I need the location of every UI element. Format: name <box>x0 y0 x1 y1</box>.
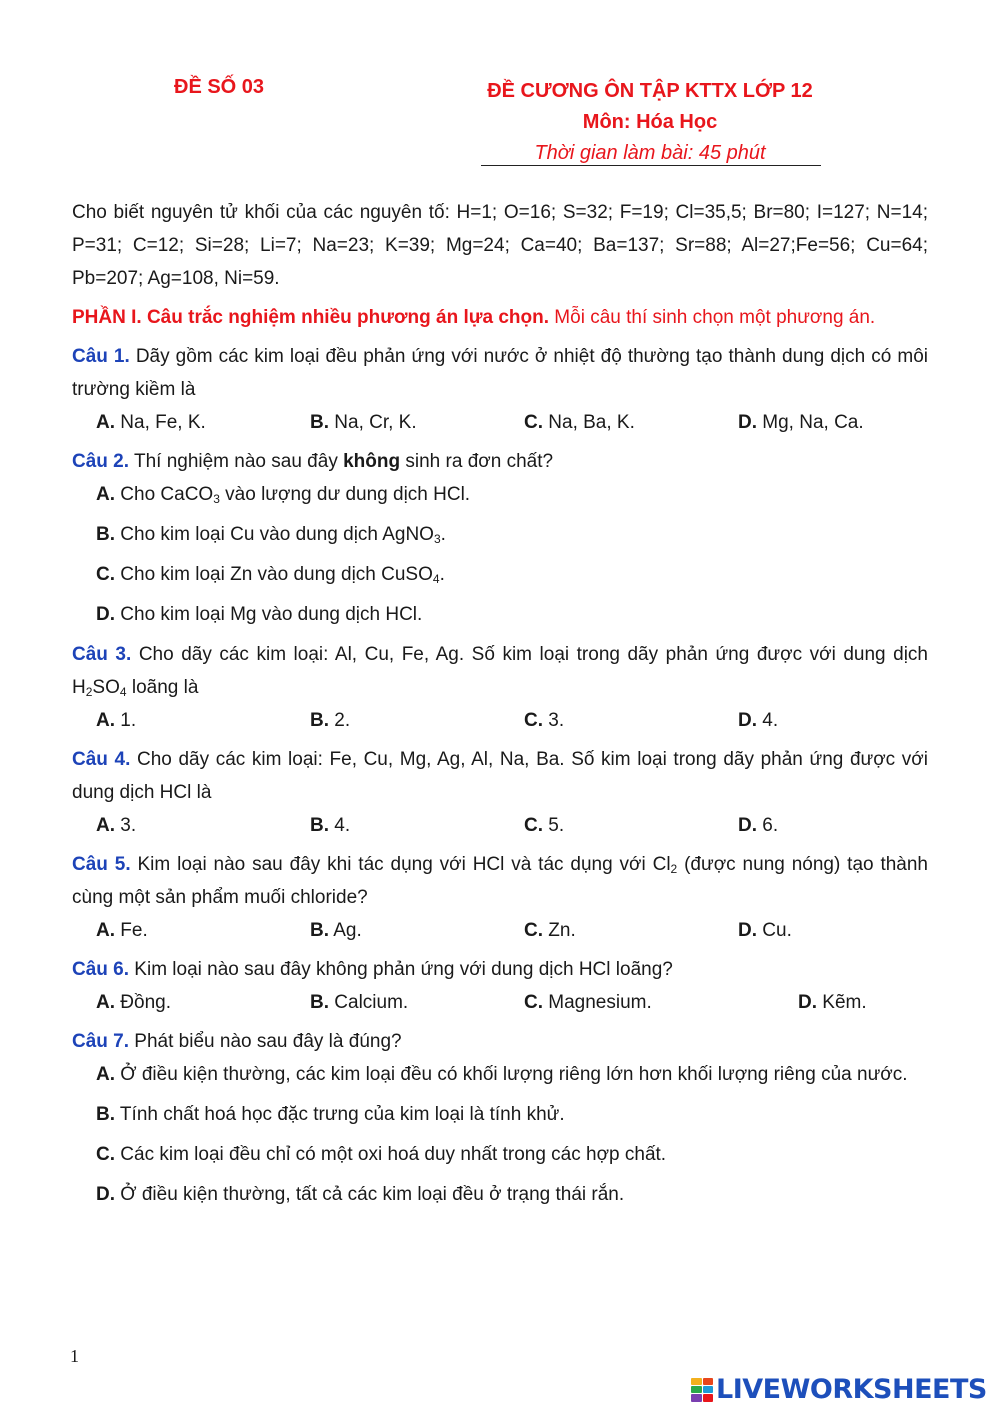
option-c[interactable]: C. Các kim loại đều chỉ có một oxi hoá duy nhất trong các hợp chất. <box>96 1144 667 1165</box>
question-6-stem: Câu 6. Kim loại nào sau đây không phản ứng với dung dịch HCl loãng? <box>72 959 673 980</box>
question-2 <box>72 445 928 631</box>
options-row <box>96 809 928 842</box>
question-1-stem <box>72 340 928 406</box>
liveworksheets-logo-icon <box>691 1378 713 1402</box>
option-b[interactable]: B. Tính chất hoá học đặc trưng của kim loại là tính khử. <box>96 1104 565 1125</box>
exam-number: ĐỀ SỐ 03 <box>174 76 265 98</box>
option-d[interactable]: D. Ở điều kiện thường, tất cả các kim loại đều ở trạng thái rắn. <box>96 1184 625 1205</box>
question-label: Câu 1. <box>72 346 130 367</box>
question-3 <box>72 638 928 737</box>
part1-title: PHẦN I. Câu trắc nghiệm nhiều phương án lựa chọn. <box>72 307 550 328</box>
option-c[interactable]: C. Na, Ba, K. <box>524 412 635 433</box>
part1-instruction: Mỗi câu thí sinh chọn một phương án. <box>549 307 876 328</box>
option-a[interactable]: A. 3. <box>96 815 137 836</box>
options-row <box>96 914 928 947</box>
option-a[interactable]: A. Ở điều kiện thường, các kim loại đều có khối lượng riêng lớn hơn khối lượng riêng của nước. <box>96 1064 908 1085</box>
atomic-masses: Cho biết nguyên tử khối của các nguyên tố: H=1; O=16; S=32; F=19; Cl=35,5; Br=80; I=127; N=14; P=31; C=12; Si=28; Li=7; Na=23; K=39; Mg=24; Ca=40; Ba=137; Sr=88; Al=27;Fe=56; Cu=64; Pb=207; Ag=108, Ni=59. <box>72 202 928 289</box>
time-limit: Thời gian làm bài: 45 phút <box>534 142 766 164</box>
option-d[interactable]: D. Kẽm. <box>798 992 867 1013</box>
option-d[interactable]: D. Cu. <box>738 920 792 941</box>
option-b[interactable]: B. Calcium. <box>310 992 409 1013</box>
question-7-stem: Câu 7. Phát biểu nào sau đây là đúng? <box>72 1031 402 1052</box>
question-7 <box>72 1025 928 1211</box>
option-b[interactable]: B. 4. <box>310 815 351 836</box>
options-row <box>96 406 928 439</box>
option-a[interactable]: A. Đồng. <box>96 992 171 1013</box>
option-d[interactable]: D. 4. <box>738 710 779 731</box>
question-1 <box>72 340 928 439</box>
option-d[interactable]: D. Cho kim loại Mg vào dung dịch HCl. <box>96 604 423 625</box>
option-c[interactable]: C. Cho kim loại Zn vào dung dịch CuSO$_4$. <box>96 564 445 586</box>
question-5 <box>72 848 928 947</box>
options-row <box>96 986 928 1019</box>
option-a[interactable]: A. Cho CaCO$_3$ vào lượng dư dung dịch HCl. <box>96 484 471 506</box>
option-d[interactable]: D. 6. <box>738 815 779 836</box>
question-5-stem: Câu 5. Kim loại nào sau đây khi tác dụng với HCl và tác dụng với $Cl_2$ (được nung nóng) tạo thành cùng một sản phẩm muối chloride? <box>72 854 928 908</box>
option-b[interactable]: B. Ag. <box>310 920 362 941</box>
option-b[interactable]: B. Cho kim loại Cu vào dung dịch AgNO$_3$. <box>96 524 446 546</box>
option-c[interactable]: C. 5. <box>524 815 565 836</box>
question-4-stem: Câu 4. Cho dãy các kim loại: Fe, Cu, Mg, Ag, Al, Na, Ba. Số kim loại trong dãy phản ứng được với dung dịch HCl là <box>72 749 928 803</box>
brand-name: LIVEWORKSHEETS <box>716 1374 987 1405</box>
option-a[interactable]: A. 1. <box>96 710 137 731</box>
option-a[interactable]: A. Na, Fe, K. <box>96 412 206 433</box>
option-d[interactable]: D. Mg, Na, Ca. <box>738 412 864 433</box>
option-b[interactable]: B. 2. <box>310 710 351 731</box>
option-a[interactable]: A. Fe. <box>96 920 148 941</box>
exam-title: ĐỀ CƯƠNG ÔN TẬP KTTX LỚP 12 <box>487 80 813 102</box>
option-c[interactable]: C. 3. <box>524 710 565 731</box>
option-c[interactable]: C. Zn. <box>524 920 576 941</box>
question-text: Dãy gồm các kim loại đều phản ứng với nước ở nhiệt độ thường tạo thành dung dịch có môi trường kiềm là <box>72 346 928 400</box>
question-6 <box>72 953 928 1019</box>
header-divider <box>481 165 821 166</box>
part1-heading <box>72 301 928 334</box>
option-c[interactable]: C. Magnesium. <box>524 992 652 1013</box>
question-2-stem: Câu 2. Thí nghiệm nào sau đây không sinh ra đơn chất? <box>72 451 554 472</box>
question-4 <box>72 743 928 842</box>
question-label: Câu 5. <box>72 854 131 875</box>
question-label: Câu 3. <box>72 644 132 665</box>
subject: Môn: Hóa Học <box>582 111 718 133</box>
worksheet-body <box>72 196 928 1218</box>
header-block <box>470 76 830 168</box>
option-b[interactable]: B. Na, Cr, K. <box>310 412 417 433</box>
liveworksheets-brand[interactable] <box>691 1374 987 1405</box>
options-row <box>96 704 928 737</box>
question-3-stem: Câu 3. Cho dãy các kim loại: Al, Cu, Fe, Ag. Số kim loại trong dãy phản ứng được với dung dịch $H_2SO_4$ loãng là <box>72 644 928 699</box>
page-number: 1 <box>70 1346 79 1366</box>
question-label: Câu 4. <box>72 749 131 770</box>
question-label: Câu 2. <box>72 451 130 472</box>
question-label: Câu 7. <box>72 1031 130 1052</box>
emphasis-khong: không <box>343 451 401 472</box>
question-label: Câu 6. <box>72 959 130 980</box>
